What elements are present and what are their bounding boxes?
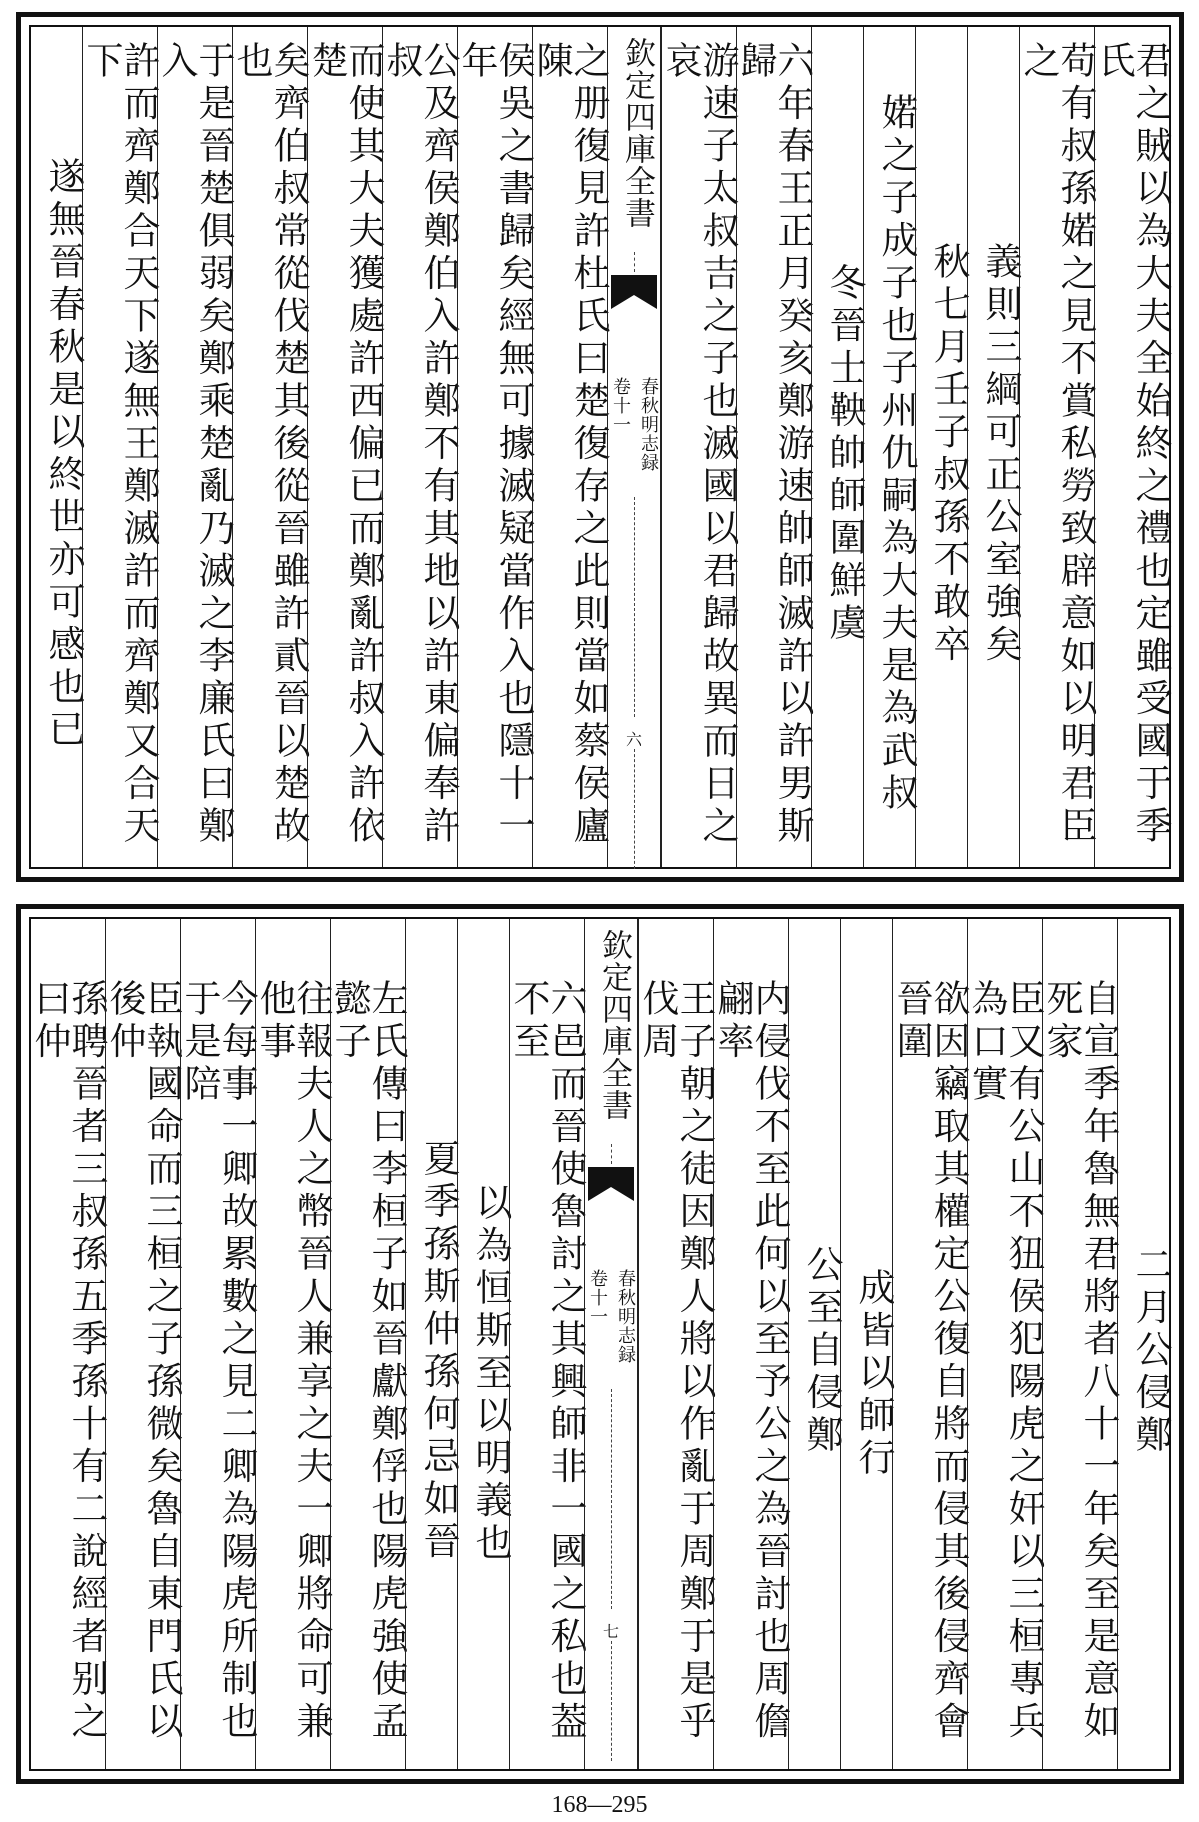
text-column xyxy=(915,27,970,867)
column-text: 游速子太叔吉之子也滅國以君歸故異而日之哀 xyxy=(659,41,739,849)
fold-rule xyxy=(634,749,635,869)
fold-rule xyxy=(611,1144,612,1164)
column-text: 侯吳之書歸矣經無可據滅疑當作入也隱十一年 xyxy=(455,41,535,849)
top-page-frame xyxy=(29,25,1171,869)
page-footer-number: 168—295 xyxy=(551,1792,648,1818)
column-text: 六邑而晉使魯討之其興師非一國之私也葢不至 xyxy=(507,979,587,1744)
fold-rule xyxy=(611,1641,612,1761)
text-column xyxy=(636,919,716,1769)
header-volume: 卷十一 xyxy=(610,377,631,434)
header-book-title: 春秋明志録 xyxy=(615,1269,636,1364)
column-text: 于是晉楚俱弱矣鄭乘楚亂乃滅之李廉氏曰鄭入 xyxy=(155,41,235,849)
column-text: 之册復見許杜氏曰楚復存之此則當如蔡侯廬陳 xyxy=(530,41,610,849)
text-column xyxy=(788,919,843,1769)
text-column xyxy=(965,919,1045,1769)
text-column xyxy=(305,27,385,867)
text-column xyxy=(711,919,791,1769)
text-column xyxy=(1017,27,1097,867)
column-text: 左氏傳曰李桓子如晉獻鄭俘也陽虎強使孟懿子 xyxy=(328,979,408,1744)
text-column xyxy=(405,919,460,1769)
column-text: 臣執國命而三桓之子孫微矣魯自東門氏以後仲 xyxy=(103,979,183,1744)
header-page-number: 七 xyxy=(602,1622,619,1641)
top-text-columns xyxy=(31,27,1172,867)
text-column xyxy=(507,919,587,1769)
column-text: 秋七月壬子叔孫不敢卒 xyxy=(927,241,970,667)
text-column xyxy=(967,27,1022,867)
column-text: 君之賊以為大夫全始終之禮也定雖受國于季氏 xyxy=(1092,41,1172,849)
header-page-number: 六 xyxy=(625,730,642,749)
column-text: 婼之子成子也子州仇嗣為大夫是為武叔 xyxy=(875,92,918,816)
text-column xyxy=(28,919,108,1769)
text-column xyxy=(840,919,895,1769)
column-text: 内侵伐不至此何以至予公之為晉討也周儋翩率 xyxy=(711,979,791,1744)
column-text: 二月公侵鄭 xyxy=(1129,1244,1172,1458)
text-column xyxy=(103,919,183,1769)
fishtail-mark-icon xyxy=(611,275,657,309)
text-column xyxy=(863,27,918,867)
text-column xyxy=(1117,919,1172,1769)
header-volume: 卷十一 xyxy=(587,1269,608,1326)
text-column xyxy=(890,919,970,1769)
column-text: 冬晉士鞅帥師圍鮮虞 xyxy=(823,262,866,646)
column-text: 夏季孫斯仲孫何忌如晉 xyxy=(417,1138,460,1564)
column-text: 許而齊鄭合天下遂無王鄭滅許而齊鄭又合天下 xyxy=(80,41,160,849)
text-column xyxy=(380,27,460,867)
text-column xyxy=(31,27,85,867)
column-text: 苟有叔孫婼之見不賞私勞致辟意如以明君臣之 xyxy=(1017,41,1097,849)
column-text: 遂無晉春秋是以終世亦可感也已 xyxy=(42,156,85,752)
column-text: 孫聘晉者三叔孫五季孫十有二說經者别之曰仲 xyxy=(28,979,108,1744)
text-column xyxy=(178,919,258,1769)
header-title: 欽定四庫全書 xyxy=(596,929,632,1121)
text-column xyxy=(1092,27,1172,867)
header-book-info xyxy=(608,377,660,487)
text-column xyxy=(1040,919,1120,1769)
column-text: 而使其大夫獲處許西偏已而鄭亂許叔入許依楚 xyxy=(305,41,385,849)
column-text: 公至自侵鄭 xyxy=(800,1244,843,1458)
bottom-text-columns xyxy=(28,919,1172,1769)
fold-rule xyxy=(611,1389,612,1609)
center-fold-header xyxy=(607,27,661,867)
column-text: 矣齊伯叔常從伐楚其後從晉雖許貳晉以楚故也 xyxy=(230,41,310,849)
text-column xyxy=(811,27,866,867)
text-column xyxy=(455,27,535,867)
column-text: 臣又有公山不狃侯犯陽虎之奸以三桓專兵為口實 xyxy=(965,979,1045,1744)
column-text: 義則三綱可正公室強矣 xyxy=(979,241,1022,667)
text-column xyxy=(328,919,408,1769)
column-text: 公及齊侯鄭伯入許鄭不有其地以許東偏奉許叔 xyxy=(380,41,460,849)
text-column xyxy=(659,27,739,867)
column-text: 今每事一卿故累數之見二卿為陽虎所制也于是陪 xyxy=(178,979,258,1744)
bottom-page xyxy=(16,904,1184,1784)
text-column xyxy=(155,27,235,867)
column-text: 王子朝之徒因鄭人將以作亂于周鄭于是乎伐周 xyxy=(636,979,716,1744)
column-text: 自宣季年魯無君將者八十一年矣至是意如死家 xyxy=(1040,979,1120,1744)
fold-rule xyxy=(634,497,635,717)
text-column xyxy=(253,919,333,1769)
bottom-page-frame xyxy=(29,917,1171,1771)
column-text: 成皆以師行 xyxy=(852,1267,895,1481)
header-book-title: 春秋明志録 xyxy=(638,377,659,472)
top-page xyxy=(16,12,1184,882)
center-fold-header xyxy=(584,919,638,1769)
fishtail-mark-icon xyxy=(588,1167,634,1201)
fold-rule xyxy=(634,252,635,272)
text-column xyxy=(734,27,814,867)
header-book-info xyxy=(585,1269,637,1379)
header-title: 欽定四庫全書 xyxy=(619,37,655,229)
column-text: 以為恒斯至以明義也 xyxy=(469,1182,512,1566)
text-column xyxy=(230,27,310,867)
text-column xyxy=(457,919,512,1769)
column-text: 六年春王正月癸亥鄭游速帥師滅許以許男斯歸 xyxy=(734,41,814,849)
column-text: 欲因竊取其權定公復自將而侵其後侵齊會晉圍 xyxy=(890,979,970,1744)
column-text: 往報夫人之幣晉人兼享之夫一卿將命可兼他事 xyxy=(253,979,333,1744)
text-column xyxy=(80,27,160,867)
text-column xyxy=(530,27,610,867)
